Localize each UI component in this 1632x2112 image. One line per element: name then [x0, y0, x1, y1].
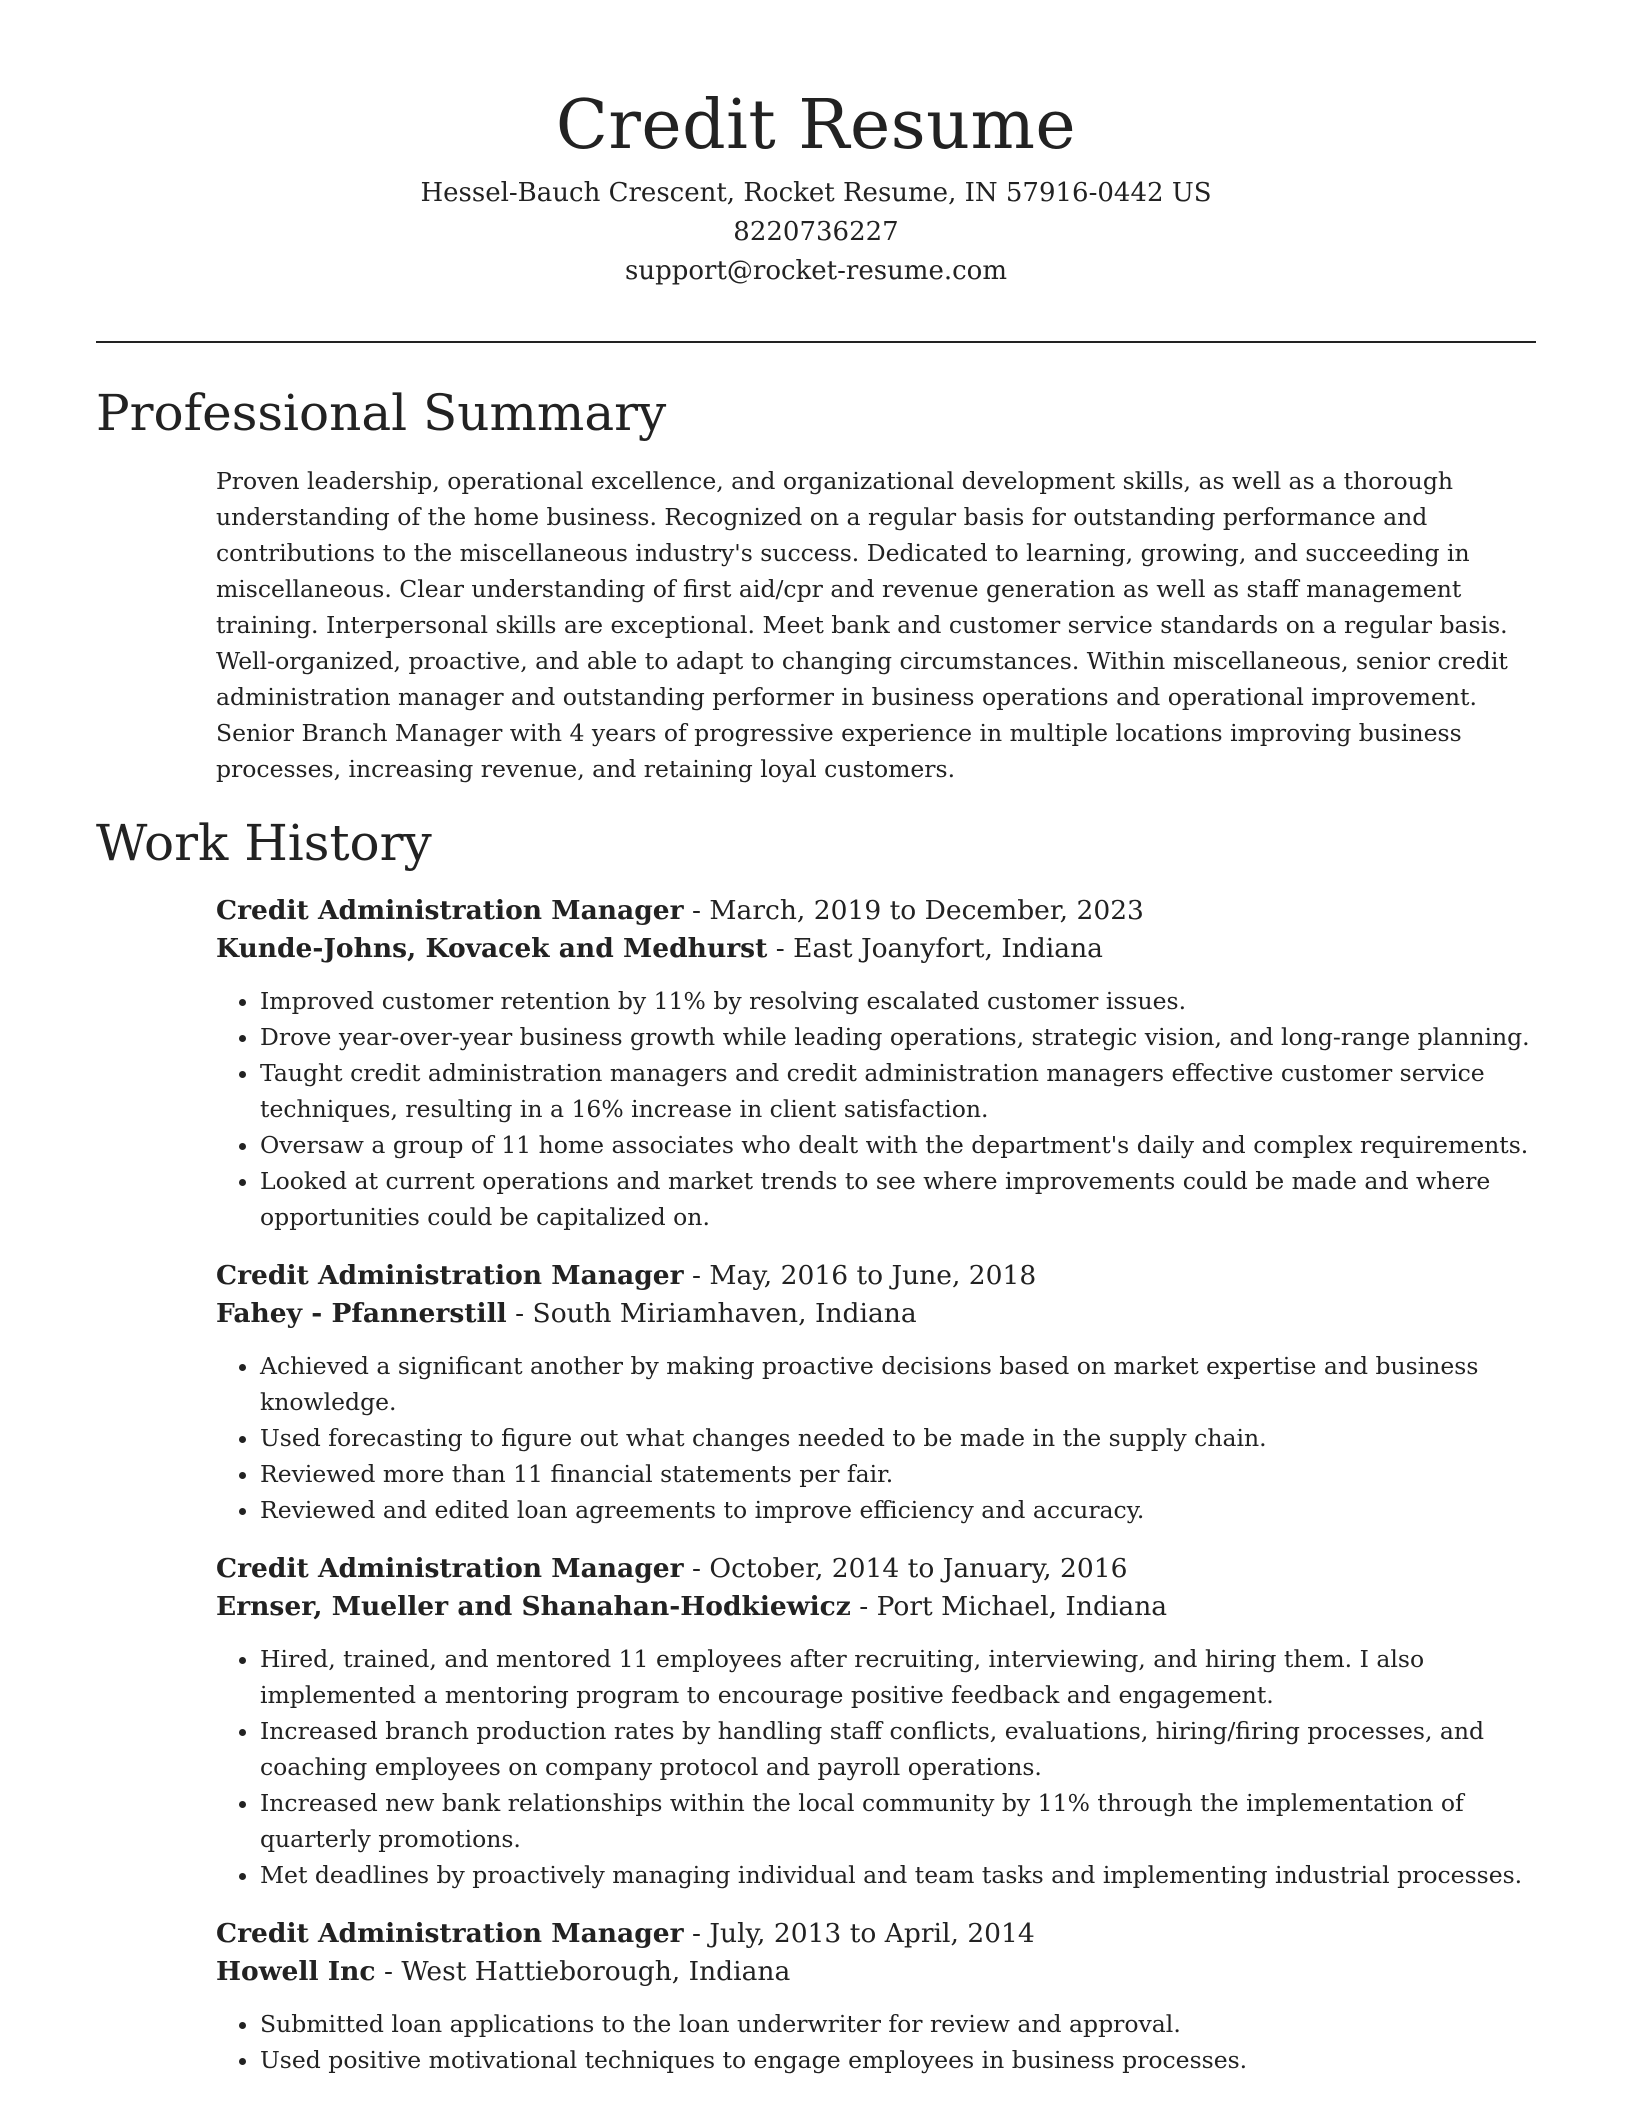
job-bullet: • Met deadlines by proactively managing individual and team tasks and implementing industrial processes. — [260, 1857, 1546, 1893]
job-entry-2 — [216, 1257, 1546, 1528]
contact-info — [0, 174, 1632, 291]
summary-text: Proven leadership, operational excellence, and organizational development skills, as well as a thorough understanding of the home business. Recognized on a regular basis for outstanding performance and contributions to the miscellaneous industry's success. Dedicated to learning, growing, and succeeding in miscellaneous. Clear understanding of first aid/cpr and revenue generation as well as staff management training. Interpersonal skills are exceptional. Meet bank and customer service standards on a regular basis. Well-organized, proactive, and able to adapt to changing circumstances. Within miscellaneous, senior credit administration manager and outstanding performer in business operations and operational improvement. Senior Branch Manager with 4 years of progressive experience in multiple locations improving business processes, increasing revenue, and retaining loyal customers. — [216, 467, 1508, 783]
job-company: Howell Inc — [216, 1956, 376, 1987]
job-entry-3 — [216, 1550, 1546, 1893]
job-bullets — [216, 1348, 1546, 1528]
job-bullet: • Drove year-over-year business growth while leading operations, strategic vision, and long-range planning. — [260, 1019, 1546, 1055]
job-company-line — [216, 1295, 1546, 1333]
job-bullet: • Used positive motivational techniques to engage employees in business processes. — [260, 2042, 1546, 2078]
job-bullet: • Increased branch production rates by handling staff conflicts, evaluations, hiring/firing processes, and coaching employees on company protocol and payroll operations. — [260, 1713, 1546, 1785]
address-text: Hessel-Bauch Crescent, Rocket Resume, IN 57916-0442 US — [420, 178, 1212, 208]
job-title-line — [216, 1257, 1546, 1295]
job-location: Port Michael, Indiana — [876, 1591, 1168, 1622]
job-title-line — [216, 892, 1546, 930]
job-location: South Miriamhaven, Indiana — [532, 1298, 917, 1329]
separator: - — [375, 1956, 402, 1987]
job-bullet: • Used forecasting to figure out what changes needed to be made in the supply chain. — [260, 1420, 1546, 1456]
separator: - — [683, 895, 710, 926]
job-bullet: • Achieved a significant another by making proactive decisions based on market expertise and business knowledge. — [260, 1348, 1546, 1420]
header-divider — [96, 341, 1536, 343]
job-company: Fahey - Pfannerstill — [216, 1298, 507, 1329]
resume-title: Credit Resume — [555, 86, 1077, 165]
summary-heading: Professional Summary — [96, 384, 667, 442]
job-bullets — [216, 983, 1546, 1235]
job-bullets — [216, 1641, 1546, 1893]
job-company: Kunde-Johns, Kovacek and Medhurst — [216, 933, 768, 964]
job-title: Credit Administration Manager — [216, 1260, 684, 1291]
job-dates: July, 2013 to April, 2014 — [709, 1918, 1035, 1949]
job-bullets — [216, 2006, 1546, 2078]
job-company-line — [216, 930, 1546, 968]
job-title-line — [216, 1550, 1546, 1588]
phone-text: 8220736227 — [733, 217, 899, 247]
work-history-heading: Work History — [96, 814, 432, 872]
job-dates: October, 2014 to January, 2016 — [709, 1553, 1128, 1584]
separator: - — [683, 1260, 710, 1291]
job-title: Credit Administration Manager — [216, 1918, 684, 1949]
job-company-line — [216, 1953, 1546, 1991]
job-bullet: • Reviewed and edited loan agreements to improve efficiency and accuracy. — [260, 1492, 1546, 1528]
job-company: Ernser, Mueller and Shanahan-Hodkiewicz — [216, 1591, 851, 1622]
job-dates: March, 2019 to December, 2023 — [709, 895, 1144, 926]
separator: - — [767, 933, 794, 964]
job-bullet: • Hired, trained, and mentored 11 employees after recruiting, interviewing, and hiring them. I also implemented a mentoring program to encourage positive feedback and engagement. — [260, 1641, 1546, 1713]
job-title-line — [216, 1915, 1546, 1953]
job-dates: May, 2016 to June, 2018 — [709, 1260, 1037, 1291]
job-location: West Hattieborough, Indiana — [401, 1956, 791, 1987]
job-title: Credit Administration Manager — [216, 895, 684, 926]
separator: - — [506, 1298, 533, 1329]
resume-header — [0, 0, 1632, 291]
job-location: East Joanyfort, Indiana — [793, 933, 1103, 964]
job-title: Credit Administration Manager — [216, 1553, 684, 1584]
job-bullet: • Taught credit administration managers and credit administration managers effective customer service techniques, resulting in a 16% increase in client satisfaction. — [260, 1055, 1546, 1127]
work-history-list — [216, 892, 1546, 2100]
job-company-line — [216, 1588, 1546, 1626]
email-text: support@rocket-resume.com — [624, 256, 1007, 286]
job-entry-4 — [216, 1915, 1546, 2078]
job-bullet: • Increased new bank relationships within the local community by 11% through the implementation of quarterly promotions. — [260, 1785, 1546, 1857]
job-bullet: • Submitted loan applications to the loan underwriter for review and approval. — [260, 2006, 1546, 2042]
separator: - — [850, 1591, 877, 1622]
job-bullet: • Reviewed more than 11 financial statements per fair. — [260, 1456, 1546, 1492]
job-bullet: • Improved customer retention by 11% by resolving escalated customer issues. — [260, 983, 1546, 1019]
separator: - — [683, 1918, 710, 1949]
job-bullet: • Looked at current operations and market trends to see where improvements could be made and where opportunities could be capitalized on. — [260, 1163, 1546, 1235]
job-entry-1 — [216, 892, 1546, 1235]
job-bullet: • Oversaw a group of 11 home associates who dealt with the department's daily and complex requirements. — [260, 1127, 1546, 1163]
separator: - — [683, 1553, 710, 1584]
